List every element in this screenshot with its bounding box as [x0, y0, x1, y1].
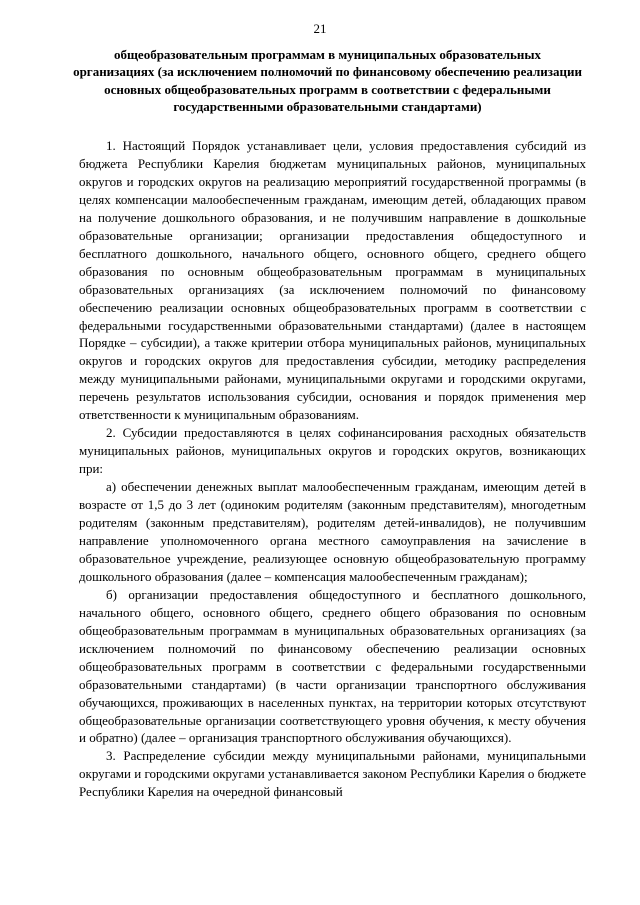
paragraph-2a: а) обеспечении денежных выплат малообеспеченным гражданам, имеющим детей в возрасте от 1,5 до 3 лет (одиноким родителям (законным представителям), многодетным родителям (законным представителям), родителям детей-инвалидов), не получившим направление уполномоченного органа местного самоуправления на зачисление в образовательное учреждение, реализующее основную общеобразовательную программу дошкольного образования (далее – компенсация малообеспеченным гражданам); — [79, 479, 586, 584]
paragraph-3: 3. Распределение субсидии между муниципальными районами, муниципальными округами и городскими округами устанавливается законом Республики Карелия о бюджете Республики Карелия на очередной финансовый — [79, 748, 586, 800]
paragraph-2b: б) организации предоставления общедоступного и бесплатного дошкольного, начального общего, основного общего, среднего общего образования по основным общеобразовательным программам в муниципальных образовательных организациях (за исключением полномочий по финансовому обеспечению реализации основных общеобразовательных программ в соответствии с федеральными государственными образовательными стандартами) (в части организации транспортного обслуживания обучающихся, проживающих в населенных пунктах, на территории которых отсутствуют общеобразовательные организации соответствующего уровня обучения, к месту обучения и обратно) (далее – организация транспортного обслуживания обучающихся). — [79, 586, 586, 746]
document-body — [79, 137, 586, 801]
section-heading: общеобразовательным программам в муниципальных образовательных организациях (за исключением полномочий по финансовому обеспечению реализации основных общеобразовательных программ в соответствии с федеральными государственными образовательными стандартами) — [73, 47, 582, 115]
paragraph-1: 1. Настоящий Порядок устанавливает цели, условия предоставления субсидий из бюджета Республики Карелия бюджетам муниципальных районов, муниципальных округов и городских округов на реализацию мероприятий государственной программы (в целях компенсации малообеспеченным гражданам, имеющим детей, обладающих правом на получение дошкольного образования, и не получившим направление в дошкольные образовательные организации; организации предоставления общедоступного и бесплатного дошкольного, начального общего, основного общего, среднего общего образования по основным общеобразовательным программам в муниципальных образовательных организациях (за исключением полномочий по финансовому обеспечению реализации основных общеобразовательных программ в соответствии с федеральными государственными образовательными стандартами) (далее в настоящем Порядке – субсидии), а также критерии отбора муниципальных районов, муниципальных округов и городских округов для предоставления субсидии, методику распределения между муниципальными районами, муниципальными округами и городскими округами, перечень результатов использования субсидии, основания и порядок применения мер ответственности к муниципальным образованиям. — [79, 138, 586, 423]
paragraph-2: 2. Субсидии предоставляются в целях софинансирования расходных обязательств муниципальных районов, муниципальных округов и городских округов, возникающих при: — [79, 425, 586, 477]
page-number: 21 — [313, 21, 327, 36]
